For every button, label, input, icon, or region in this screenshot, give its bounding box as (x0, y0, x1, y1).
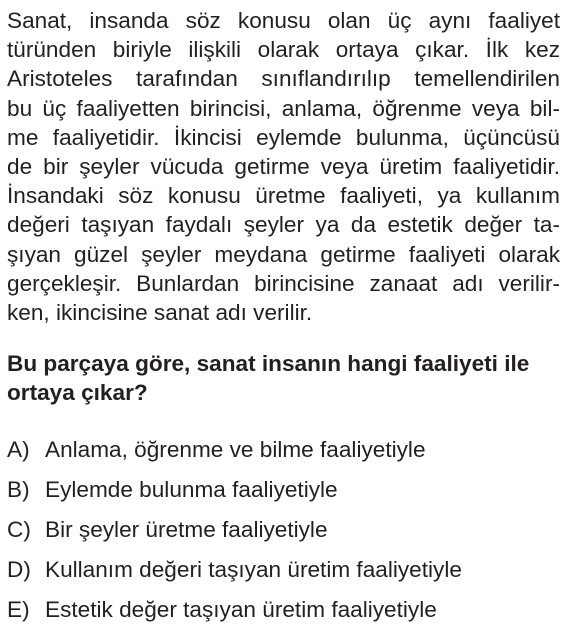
option-letter: E) (7, 596, 30, 622)
passage-line: türünden biriyle ilişkili olarak ortaya çıkar. İlk kez (7, 37, 560, 63)
passage-line: Sanat, insanda söz konusu olan üç aynı faaliyet (7, 8, 560, 33)
passage-line: değeri taşıyan faydalı şeyler ya da estetik değer ta- (7, 212, 560, 238)
option-d[interactable] (7, 550, 560, 590)
option-letter: B) (7, 476, 30, 502)
question-line: Bu parçaya göre, sanat insanın hangi faaliyeti ile (7, 351, 530, 377)
answer-options (7, 430, 560, 630)
option-text: Kullanım değeri taşıyan üretim faaliyetiyle (45, 556, 462, 582)
passage-line: bu üç faaliyetten birincisi, anlama, öğrenme veya bil- (7, 95, 560, 121)
option-c[interactable] (7, 510, 560, 550)
passage-line: ken, ikincisine sanat adı verilir. (7, 300, 313, 326)
option-e[interactable] (7, 590, 560, 630)
option-text: Estetik değer taşıyan üretim faaliyetiyle (45, 596, 437, 622)
passage-line: şıyan güzel şeyler meydana getirme faaliyeti olarak (7, 241, 560, 267)
passage-line: İnsandaki söz konusu üretme faaliyeti, ya kullanım (7, 183, 560, 209)
option-text: Anlama, öğrenme ve bilme faaliyetiyle (45, 436, 426, 462)
question-line: ortaya çıkar? (7, 380, 148, 406)
option-text: Bir şeyler üretme faaliyetiyle (45, 516, 328, 542)
option-text: Eylemde bulunma faaliyetiyle (45, 476, 338, 502)
option-letter: A) (7, 436, 30, 462)
passage-line: gerçekleşir. Bunlardan birincisine zanaat adı verilir- (7, 270, 560, 296)
passage-line: de bir şeyler vücuda getirme veya üretim faaliyetidir. (7, 154, 560, 180)
passage-line: Aristoteles tarafından sınıflandırılıp temellendirilen (7, 66, 560, 92)
question-stem (7, 349, 560, 407)
option-a[interactable] (7, 430, 560, 470)
option-b[interactable] (7, 470, 560, 510)
option-letter: D) (7, 556, 31, 582)
passage-line: me faaliyetidir. İkincisi eylemde bulunma, üçüncüsü (7, 124, 560, 150)
reading-passage (7, 6, 560, 327)
option-letter: C) (7, 516, 31, 542)
